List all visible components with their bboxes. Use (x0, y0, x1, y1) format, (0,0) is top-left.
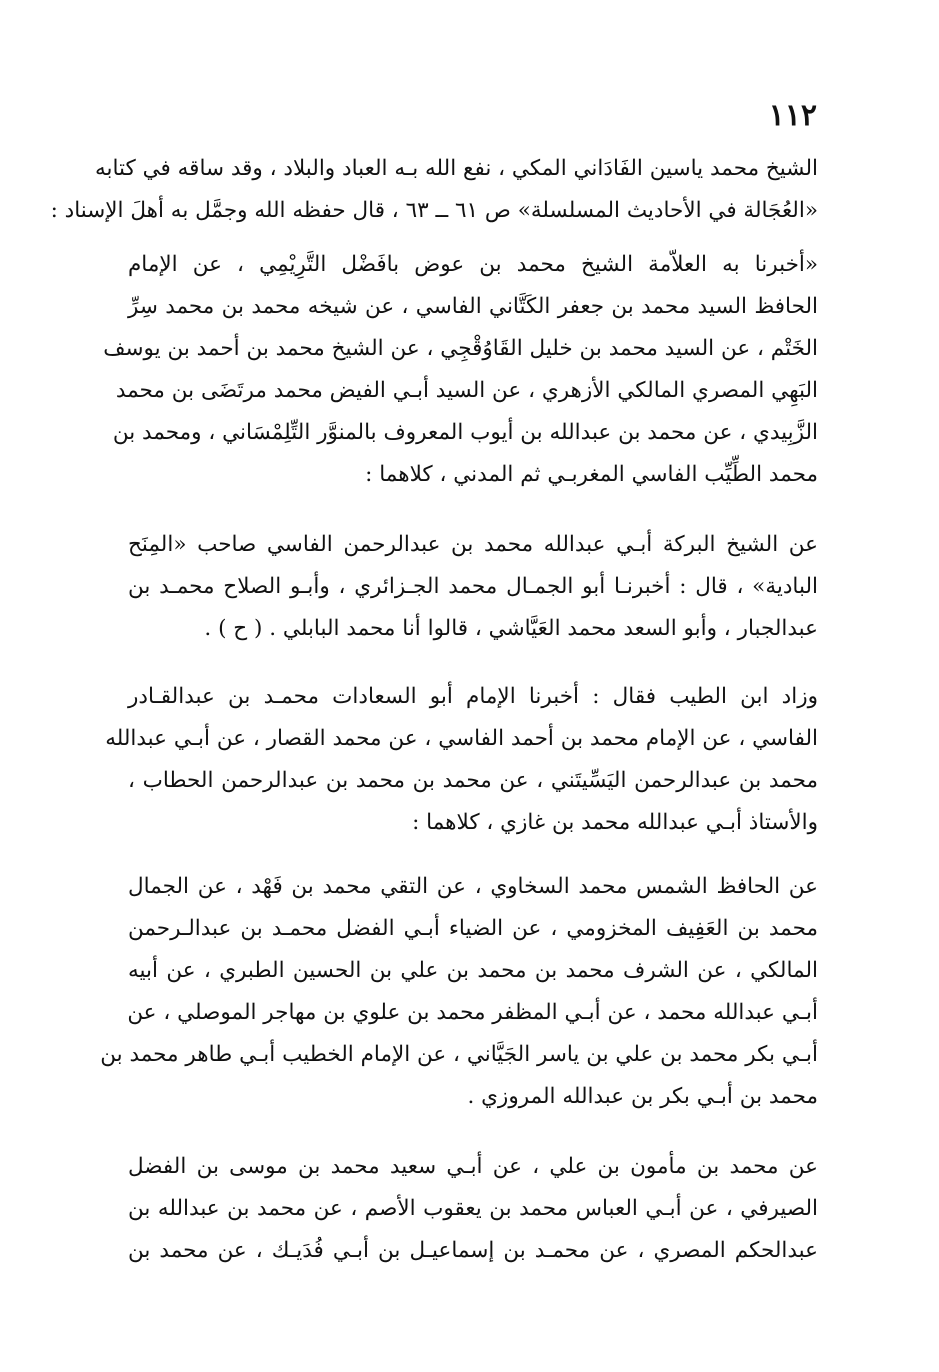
paragraph-isnad-4 (100, 866, 818, 1118)
paragraph-isnad-5 (128, 1146, 818, 1272)
text-line: عن محمد بن مأمون بن علي ، عن أبـي سعيد محمد بن موسى بن الفضل (128, 1154, 818, 1179)
text-line: عن الشيخ البركة أبـي عبدالله محمد بن عبدالرحمن الفاسي صاحب «المِنَح (128, 532, 818, 557)
text-line: الحافظ السيد محمد بن جعفر الكَتَّاني الفاسي ، عن شيخه محمد بن محمد سِرِّ (128, 294, 818, 319)
text-line: الشيخ محمد ياسين الفَادَاني المكي ، نفع الله بـه العباد والبلاد ، وقد ساقه في كتابه (94, 156, 818, 181)
text-line: محمد بن العَفِيف المخزومي ، عن الضياء أبـي الفضل محمـد بن عبدالـرحمن (128, 916, 818, 941)
text-line: البَهِي المصري المالكي الأزهري ، عن السيد أبـي الفيض محمد مرتَضَى بن محمد (115, 378, 818, 403)
text-line: «أخبرنا به العلاّمة الشيخ محمد بن عوض بافَضْل التَّرِيْمِي ، عن الإمام (128, 252, 818, 277)
text-line: عن الحافظ الشمس محمد السخاوي ، عن التقي محمد بن فَهْد ، عن الجمال (128, 874, 818, 899)
text-line: «العُجَالة في الأحاديث المسلسلة» ص ٦١ ــ ٦٣ ، قال حفظه الله وجمَّل به أهلَ الإسناد : (50, 198, 818, 223)
text-line: الخَتْم ، عن السيد محمد بن خليل القَاوُقْجِي ، عن الشيخ محمد بن أحمد بن يوسف (103, 336, 818, 361)
text-line: الفاسي ، عن الإمام محمد بن أحمد الفاسي ، عن محمد القصار ، عن أبـي عبدالله (105, 726, 818, 751)
page-number: ١١٢ (768, 98, 817, 133)
text-line: الصيرفي ، عن أبـي العباس محمد بن يعقوب الأصم ، عن محمد بن عبدالله بن (128, 1196, 818, 1221)
text-line: محمد الطِّيِّب الفاسي المغربـي ثم المدني ، كلاهما : (365, 462, 818, 487)
text-line: الزَّبِيدي ، عن محمد بن عبدالله بن أيوب المعروف بالمنوَّر التِّلِمْسَاني ، ومحمد بن (112, 420, 818, 445)
text-line: وزاد ابن الطيب فقال : أخبرنا الإمام أبو السعادات محمـد بن عبدالقـادر (128, 684, 818, 709)
text-line: أبـي عبدالله محمد ، عن أبـي المظفر محمد بن علوي بن مهاجر الموصلي ، عن (127, 1000, 818, 1025)
paragraph-intro (50, 148, 818, 232)
paragraph-isnad-1 (103, 244, 818, 496)
paragraph-isnad-2 (128, 524, 818, 650)
text-line: محمد بن أبـي بكر بن عبدالله المروزي . (467, 1084, 818, 1109)
text-line: والأستاذ أبـي عبدالله محمد بن غازي ، كلاهما : (412, 810, 818, 835)
text-line: المالكي ، عن الشرف محمد بن محمد بن علي بن الحسين الطبري ، عن أبيه (128, 958, 818, 983)
paragraph-isnad-3 (105, 676, 818, 844)
text-line: البادية» ، قال : أخبرنـا أبو الجمـال محمد الجـزائري ، وأبـو الصلاح محمـد بن (128, 574, 818, 599)
text-line: محمد بن عبدالرحمن اليَسِّيتَني ، عن محمد بن محمد بن عبدالرحمن الحطاب ، (128, 768, 818, 793)
text-line: عبدالجبار ، وأبو السعد محمد العَيَّاشي ، قالوا أنا محمد البابلي . ( ح ) . (204, 616, 818, 641)
text-line: أبـي بكر محمد بن علي بن ياسر الجَيَّاني ، عن الإمام الخطيب أبـي طاهر محمد بن (100, 1042, 818, 1067)
text-line: عبدالحكم المصري ، عن محمـد بن إسماعيـل بن أبـي فُدَيـك ، عن محمد بن (128, 1238, 818, 1263)
